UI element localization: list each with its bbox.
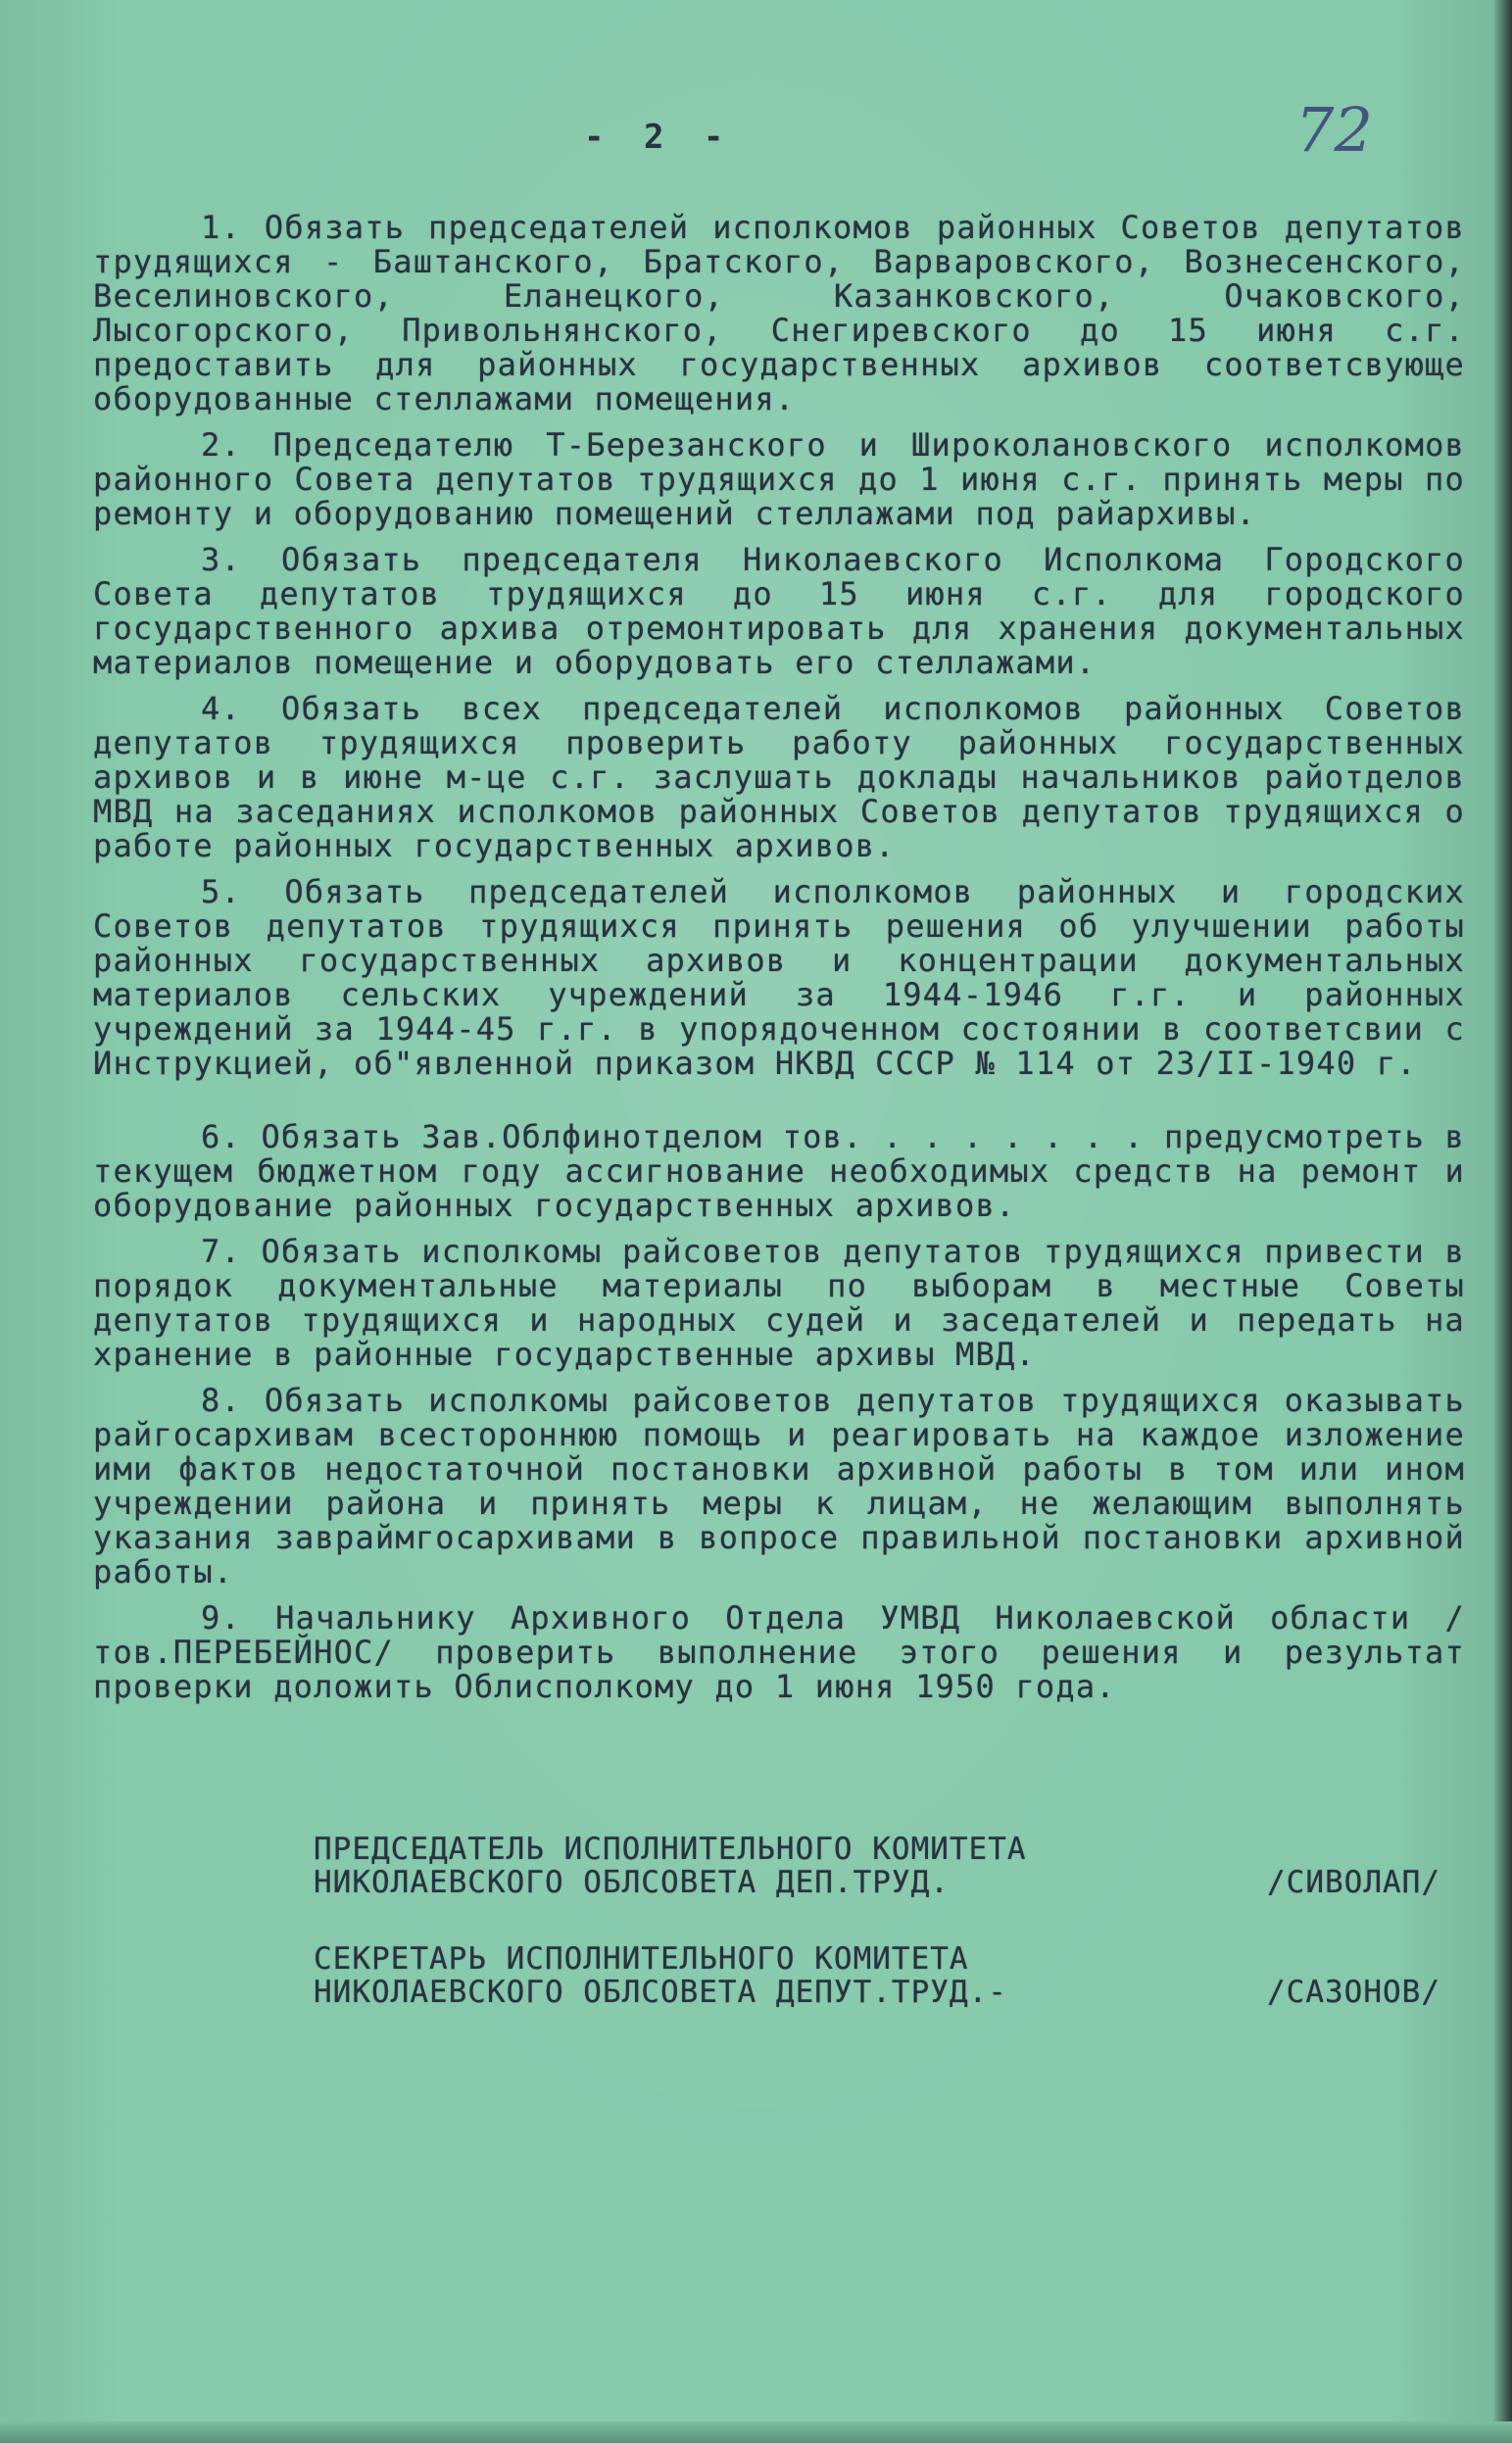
page-shadow-edge bbox=[1494, 0, 1512, 2443]
paragraph-2: 2. Председателю Т-Березанского и Широколановского исполкомов районного Совета депутатов трудящихся до 1 июня с.г. принять меры по ремонту и оборудованию помещений стеллажами под райархивы. bbox=[93, 426, 1465, 532]
handwritten-folio-number: 72 bbox=[1295, 94, 1373, 166]
resolution-body bbox=[93, 211, 1465, 1716]
paragraph-8: 8. Обязать исполкомы райсоветов депутатов трудящихся оказывать райгосархивам всестороннюю помощь и реагировать на каждое изложение ими фактов недостаточной постановки архивной работы в том или ином учреждении района и принять меры к лицам, не желающим выполнять указания завраймгосархивами в вопросе правильной постановки архивной работы. bbox=[93, 1382, 1465, 1590]
paragraph-9: 9. Начальнику Архивного Отдела УМВД Николаевской области /тов.ПЕРЕБЕЙНОС/ проверить выполнение этого решения и результат проверки доложить Облисполкому до 1 июня 1950 года. bbox=[93, 1599, 1465, 1705]
paragraph-6: 6. Обязать Зав.Облфинотделом тов. . . . . . . . предусмотреть в текущем бюджетном году ассигнование необходимых средств на ремонт и оборудование районных государственных архивов. bbox=[93, 1118, 1465, 1224]
page-number: - 2 - bbox=[584, 118, 734, 157]
signature-secretary bbox=[314, 1942, 1440, 2021]
signature-name: /САЗОНОВ/ bbox=[1267, 1975, 1440, 2010]
page-bottom-edge bbox=[0, 2421, 1512, 2443]
signature-name: /СИВОЛАП/ bbox=[1267, 1865, 1440, 1900]
paragraph-4: 4. Обязать всех председателей исполкомов районных Советов депутатов трудящихся проверить работу районных государственных архивов и в июне м-це с.г. заслушать доклады начальников райотделов МВД на заседаниях исполкомов районных Советов депутатов трудящихся о работе районных государственных архивов. bbox=[93, 690, 1465, 864]
paragraph-1: 1. Обязать председателей исполкомов районных Советов депутатов трудящихся - Баштанского, Братского, Варваровского, Вознесенского, Веселиновского, Еланецкого, Казанковского, Очаковского, Лысогорского, Привольнянского, Снегиревского до 15 июня с.г. предоставить для районных государственных архивов соответсвующе оборудованные стеллажами помещения. bbox=[93, 209, 1465, 417]
signature-section bbox=[314, 1832, 1440, 2052]
paragraph-7: 7. Обязать исполкомы райсоветов депутатов трудящихся привести в порядок документальные материалы по выборам в местные Советы депутатов трудящихся и народных судей и заседателей и передать на хранение в районные государственные архивы МВД. bbox=[93, 1233, 1465, 1373]
signature-title: СЕКРЕТАРЬ ИСПОЛНИТЕЛЬНОГО КОМИТЕТА НИКОЛАЕВСКОГО ОБЛСОВЕТА ДЕПУТ.ТРУД.- bbox=[314, 1941, 1007, 2010]
signature-chairman bbox=[314, 1832, 1440, 1911]
paragraph-5: 5. Обязать председателей исполкомов районных и городских Советов депутатов трудящихся принять решения об улучшении работы районных государственных архивов и концентрации документальных материалов сельских учреждений за 1944-1946 г.г. и районных учреждений за 1944-45 г.г. в упорядоченном состоянии в соответсвии с Инструкцией, об"явленной приказом НКВД СССР № 114 от 23/II-1940 г. bbox=[93, 873, 1465, 1082]
paragraph-3: 3. Обязать председателя Николаевского Исполкома Городского Совета депутатов трудящихся до 15 июня с.г. для городского государственного архива отремонтировать для хранения документальных материалов помещение и оборудовать его стеллажами. bbox=[93, 541, 1465, 681]
signature-title: ПРЕДСЕДАТЕЛЬ ИСПОЛНИТЕЛЬНОГО КОМИТЕТА НИКОЛАЕВСКОГО ОБЛСОВЕТА ДЕП.ТРУД. bbox=[314, 1832, 1027, 1900]
